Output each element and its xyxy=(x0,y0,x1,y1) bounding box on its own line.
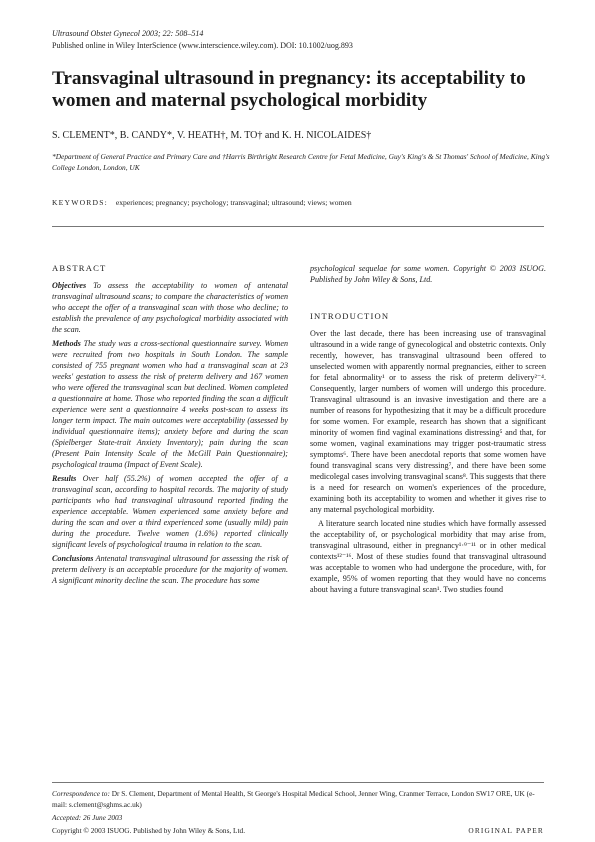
abstract-continuation: psychological sequelae for some women. Copyright © 2003 ISUOG. Published by John Wiley & Sons, Ltd. xyxy=(310,264,546,284)
footer-section-label: ORIGINAL PAPER xyxy=(468,826,544,835)
correspondence-label: Correspondence to: xyxy=(52,789,110,798)
introduction-paragraph-1: Over the last decade, there has been increasing use of transvaginal ultrasound in a wide range of gynecological and obstetric contexts. Only recently, however, has transvaginal ultrasound been offered to unselected women with apparently normal pregnancies, either to screen for fetal abnormality¹ or to assess the risk of preterm delivery²⁻⁴. Consequently, larger numbers of women will undergo this procedure. Transvaginal ultrasound is an invasive investigation and there are a number of reasons for hypothesizing that it may be a difficult procedure for some women. For example, research has shown that a significant minority of women find vaginal examinations distressing⁵ and that, for some women, vaginal examinations may trigger post-traumatic stress symptoms⁶. There have been anecdotal reports that some women have found transvaginal scans very distressing⁷, and there have been some medicolegal cases involving transvaginal scans⁸. This suggests that there is a need for research on women's experiences of the procedure, examining both its acceptability to women and whether it gives rise to any maternal psychological morbidity. xyxy=(310,329,546,514)
abstract-results xyxy=(52,473,288,550)
footer-copyright: Copyright © 2003 ISUOG. Published by John Wiley & Sons, Ltd. xyxy=(52,826,246,835)
results-text: Over half (55.2%) of women accepted the offer of a transvaginal scan, according to hospital records. The majority of study participants who had transvaginal ultrasound reported finding the experience acceptable. Women experienced some anxiety before and during the scan and over a third experienced some (usually mild) pain during the procedure. Twelve women (1.6%) reported clinically significant levels of psychological trauma in relation to the scan. xyxy=(52,474,288,549)
abstract-methods xyxy=(52,338,288,470)
page-footer xyxy=(52,826,544,835)
conclusions-text: Antenatal transvaginal ultrasound for assessing the risk of preterm delivery is an acceptable procedure for the majority of women. A significant minority decline the scan. The procedure has some xyxy=(52,554,288,585)
keywords-text: experiences; pregnancy; psychology; transvaginal; ultrasound; views; women xyxy=(115,198,352,207)
methods-label: Methods xyxy=(52,339,81,348)
divider-bottom xyxy=(52,782,544,783)
correspondence-note xyxy=(52,789,544,824)
accepted-date: Accepted: 26 June 2003 xyxy=(52,813,123,822)
keywords-label: KEYWORDS: xyxy=(52,198,108,207)
introduction-heading: INTRODUCTION xyxy=(310,311,390,321)
left-column xyxy=(52,263,288,589)
abstract-conclusions xyxy=(52,553,288,586)
abstract-heading: ABSTRACT xyxy=(52,263,107,273)
keywords xyxy=(52,198,352,207)
correspondence-line xyxy=(52,789,544,810)
article-title: Transvaginal ultrasound in pregnancy: its acceptability to women and maternal psychological morbidity xyxy=(52,68,526,111)
objectives-text: To assess the acceptability to women of antenatal transvaginal ultrasound scans; to compare the characteristics of women who accept the offer of a transvaginal scan with those who decline; to establish the prevalence of any psychological morbidity associated with the scan. xyxy=(52,281,288,334)
conclusions-label: Conclusions xyxy=(52,554,94,563)
divider-top xyxy=(52,226,544,227)
methods-text: The study was a cross-sectional questionnaire survey. Women were recruited from two hospitals in South London. The sample consisted of 755 pregnant women who had a transvaginal scan at 23 weeks' gestation to assess the risk of preterm delivery and 167 women who were offered the transvaginal scan but declined. Women completed a questionnaire at home. Those who reported finding the scan a difficult experience were sent a questionnaire 4 weeks post-scan to assess its longer term impact. The main outcomes were acceptability (assessed by individual questionnaire items); anxiety before and during the scan (Spielberger State-trait Anxiety Inventory); pain during the scan (Present Pain Intensity Scale of the McGill Pain Questionnaire); psychological trauma (Impact of Event Scale). xyxy=(52,339,288,469)
correspondence-text: Dr S. Clement, Department of Mental Health, St George's Hospital Medical School, Jenner Wing, Cranmer Terrace, London SW17 ORE, UK (e-mail: s.clement@sghms.ac.uk) xyxy=(52,789,535,809)
results-label: Results xyxy=(52,474,77,483)
author-affiliation: *Department of General Practice and Primary Care and †Harris Birthright Research Centre for Fetal Medicine, Guy's King's & St Thomas' School of Medicine, King's College London, London, UK xyxy=(52,152,550,172)
abstract-objectives xyxy=(52,280,288,335)
publication-info: Published online in Wiley InterScience (www.interscience.wiley.com). DOI: 10.1002/uog.893 xyxy=(52,41,353,50)
objectives-label: Objectives xyxy=(52,281,87,290)
author-list: S. CLEMENT*, B. CANDY*, V. HEATH†, M. TO† and K. H. NICOLAIDES† xyxy=(52,130,372,141)
introduction-paragraph-2: A literature search located nine studies which have formally assessed the acceptability of, or psychological morbidity that may arise from, transvaginal ultrasound, either in pregnancy¹·⁹⁻¹¹ or in other medical contexts¹²⁻¹⁶. Most of these studies found that transvaginal ultrasound was acceptable to women who had undergone the procedure, with, for example, 95% of women reporting that they would have no concerns about having a future transvaginal scan¹. Two studies found xyxy=(310,519,546,594)
right-column xyxy=(310,263,546,598)
journal-header xyxy=(52,28,353,52)
journal-citation: Ultrasound Obstet Gynecol 2003; 22: 508–514 xyxy=(52,29,204,38)
